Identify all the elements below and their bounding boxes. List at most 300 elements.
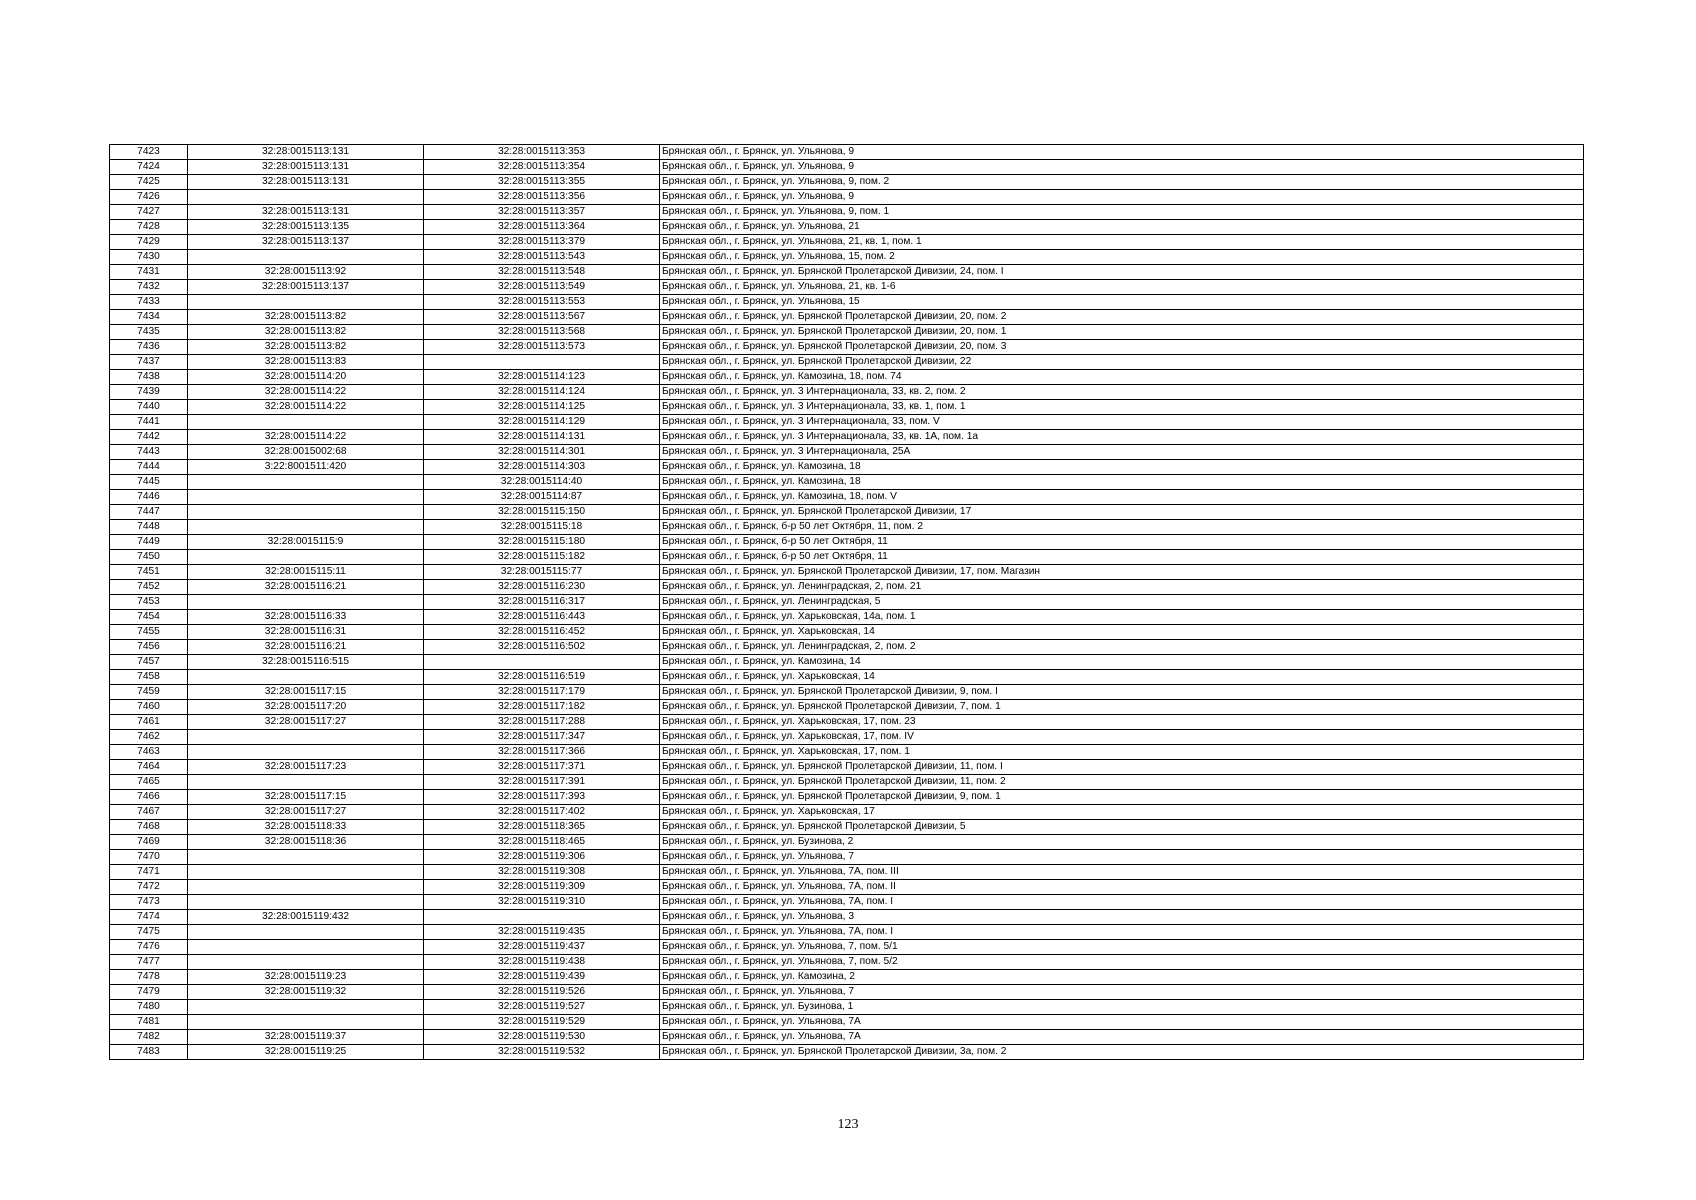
address-cell: Брянская обл., г. Брянск, ул. Ульянова, 3 <box>660 910 1584 925</box>
cadastral-number-cell: 32:28:0015118:465 <box>424 835 660 850</box>
parent-cadastral-number-cell <box>188 730 424 745</box>
cadastral-number-cell: 32:28:0015117:393 <box>424 790 660 805</box>
address-cell: Брянская обл., г. Брянск, ул. Брянской Пролетарской Дивизии, 20, пом. 1 <box>660 325 1584 340</box>
row-number-cell: 7434 <box>110 310 188 325</box>
cadastral-number-cell: 32:28:0015114:87 <box>424 490 660 505</box>
parent-cadastral-number-cell <box>188 745 424 760</box>
cadastral-number-cell: 32:28:0015113:379 <box>424 235 660 250</box>
table-row <box>110 430 1584 445</box>
address-cell: Брянская обл., г. Брянск, ул. Ленинградская, 5 <box>660 595 1584 610</box>
address-cell: Брянская обл., г. Брянск, ул. Харьковская, 14а, пом. 1 <box>660 610 1584 625</box>
address-cell: Брянская обл., г. Брянск, ул. Брянской Пролетарской Дивизии, 20, пом. 2 <box>660 310 1584 325</box>
address-cell: Брянская обл., г. Брянск, ул. Ульянова, 7А, пом. I <box>660 925 1584 940</box>
parent-cadastral-number-cell: 32:28:0015113:82 <box>188 310 424 325</box>
address-cell: Брянская обл., г. Брянск, ул. Брянской Пролетарской Дивизии, 9, пом. I <box>660 685 1584 700</box>
row-number-cell: 7469 <box>110 835 188 850</box>
address-cell: Брянская обл., г. Брянск, ул. Ульянова, 9 <box>660 145 1584 160</box>
row-number-cell: 7450 <box>110 550 188 565</box>
table-row <box>110 265 1584 280</box>
table-row <box>110 475 1584 490</box>
row-number-cell: 7476 <box>110 940 188 955</box>
row-number-cell: 7458 <box>110 670 188 685</box>
address-cell: Брянская обл., г. Брянск, б-р 50 лет Октября, 11 <box>660 550 1584 565</box>
address-cell: Брянская обл., г. Брянск, ул. Ульянова, 9 <box>660 160 1584 175</box>
table-row <box>110 520 1584 535</box>
cadastral-number-cell: 32:28:0015113:364 <box>424 220 660 235</box>
row-number-cell: 7432 <box>110 280 188 295</box>
table-row <box>110 400 1584 415</box>
cadastral-number-cell: 32:28:0015119:532 <box>424 1045 660 1060</box>
parent-cadastral-number-cell: 32:28:0015117:15 <box>188 790 424 805</box>
cadastral-number-cell: 32:28:0015116:317 <box>424 595 660 610</box>
parent-cadastral-number-cell: 32:28:0015119:37 <box>188 1030 424 1045</box>
table-row <box>110 565 1584 580</box>
address-cell: Брянская обл., г. Брянск, ул. Харьковская, 17, пом. IV <box>660 730 1584 745</box>
address-cell: Брянская обл., г. Брянск, ул. Харьковская, 14 <box>660 670 1584 685</box>
cadastral-number-cell: 32:28:0015113:553 <box>424 295 660 310</box>
table-row <box>110 775 1584 790</box>
address-cell: Брянская обл., г. Брянск, ул. Брянской Пролетарской Дивизии, 7, пом. 1 <box>660 700 1584 715</box>
cadastral-number-cell: 32:28:0015119:530 <box>424 1030 660 1045</box>
table-row <box>110 160 1584 175</box>
row-number-cell: 7471 <box>110 865 188 880</box>
cadastral-number-cell: 32:28:0015119:435 <box>424 925 660 940</box>
row-number-cell: 7428 <box>110 220 188 235</box>
table-row <box>110 310 1584 325</box>
parent-cadastral-number-cell: 32:28:0015114:20 <box>188 370 424 385</box>
row-number-cell: 7454 <box>110 610 188 625</box>
address-cell: Брянская обл., г. Брянск, ул. 3 Интернационала, 33, кв. 1А, пом. 1а <box>660 430 1584 445</box>
cadastral-number-cell: 32:28:0015117:402 <box>424 805 660 820</box>
parent-cadastral-number-cell: 32:28:0015116:515 <box>188 655 424 670</box>
address-cell: Брянская обл., г. Брянск, ул. Бузинова, 2 <box>660 835 1584 850</box>
cadastral-number-cell: 32:28:0015113:356 <box>424 190 660 205</box>
table-row <box>110 220 1584 235</box>
parent-cadastral-number-cell: 32:28:0015113:83 <box>188 355 424 370</box>
parent-cadastral-number-cell: 32:28:0015117:20 <box>188 700 424 715</box>
table-row <box>110 745 1584 760</box>
parent-cadastral-number-cell <box>188 490 424 505</box>
table-row <box>110 280 1584 295</box>
parent-cadastral-number-cell <box>188 190 424 205</box>
cadastral-number-cell: 32:28:0015114:124 <box>424 385 660 400</box>
cadastral-number-cell: 32:28:0015115:180 <box>424 535 660 550</box>
parent-cadastral-number-cell: 32:28:0015113:137 <box>188 235 424 250</box>
row-number-cell: 7461 <box>110 715 188 730</box>
parent-cadastral-number-cell: 32:28:0015113:92 <box>188 265 424 280</box>
table-row <box>110 145 1584 160</box>
table-row <box>110 1030 1584 1045</box>
cadastral-number-cell: 32:28:0015119:306 <box>424 850 660 865</box>
address-cell: Брянская обл., г. Брянск, б-р 50 лет Октября, 11, пом. 2 <box>660 520 1584 535</box>
page-number: 123 <box>837 1117 859 1132</box>
parent-cadastral-number-cell <box>188 895 424 910</box>
parent-cadastral-number-cell: 32:28:0015002:68 <box>188 445 424 460</box>
table-row <box>110 550 1584 565</box>
cadastral-number-cell: 32:28:0015119:438 <box>424 955 660 970</box>
parent-cadastral-number-cell: 32:28:0015113:131 <box>188 205 424 220</box>
row-number-cell: 7468 <box>110 820 188 835</box>
row-number-cell: 7436 <box>110 340 188 355</box>
cadastral-number-cell: 32:28:0015113:568 <box>424 325 660 340</box>
row-number-cell: 7433 <box>110 295 188 310</box>
cadastral-number-cell: 32:28:0015113:355 <box>424 175 660 190</box>
address-cell: Брянская обл., г. Брянск, ул. Брянской Пролетарской Дивизии, 22 <box>660 355 1584 370</box>
table-row <box>110 895 1584 910</box>
address-cell: Брянская обл., г. Брянск, ул. Харьковская, 17 <box>660 805 1584 820</box>
cadastral-number-cell: 32:28:0015113:548 <box>424 265 660 280</box>
table-row <box>110 610 1584 625</box>
registry-table-body <box>110 145 1584 1060</box>
table-row <box>110 340 1584 355</box>
parent-cadastral-number-cell: 32:28:0015117:23 <box>188 760 424 775</box>
table-row <box>110 790 1584 805</box>
cadastral-number-cell: 32:28:0015116:443 <box>424 610 660 625</box>
row-number-cell: 7482 <box>110 1030 188 1045</box>
row-number-cell: 7470 <box>110 850 188 865</box>
parent-cadastral-number-cell <box>188 865 424 880</box>
table-row <box>110 535 1584 550</box>
address-cell: Брянская обл., г. Брянск, ул. Брянской Пролетарской Дивизии, 17, пом. Магазин <box>660 565 1584 580</box>
parent-cadastral-number-cell <box>188 1000 424 1015</box>
cadastral-number-cell: 32:28:0015114:301 <box>424 445 660 460</box>
cadastral-number-cell: 32:28:0015114:129 <box>424 415 660 430</box>
row-number-cell: 7463 <box>110 745 188 760</box>
cadastral-number-cell: 32:28:0015119:526 <box>424 985 660 1000</box>
address-cell: Брянская обл., г. Брянск, ул. Ульянова, 21, кв. 1, пом. 1 <box>660 235 1584 250</box>
table-row <box>110 460 1584 475</box>
parent-cadastral-number-cell <box>188 1015 424 1030</box>
cadastral-number-cell: 32:28:0015119:437 <box>424 940 660 955</box>
address-cell: Брянская обл., г. Брянск, ул. Ульянова, 9, пом. 1 <box>660 205 1584 220</box>
address-cell: Брянская обл., г. Брянск, ул. Харьковская, 17, пом. 23 <box>660 715 1584 730</box>
table-row <box>110 190 1584 205</box>
cadastral-number-cell <box>424 910 660 925</box>
table-row <box>110 865 1584 880</box>
parent-cadastral-number-cell: 32:28:0015113:137 <box>188 280 424 295</box>
table-row <box>110 760 1584 775</box>
row-number-cell: 7431 <box>110 265 188 280</box>
parent-cadastral-number-cell <box>188 520 424 535</box>
parent-cadastral-number-cell <box>188 880 424 895</box>
table-row <box>110 850 1584 865</box>
cadastral-number-cell: 32:28:0015114:303 <box>424 460 660 475</box>
address-cell: Брянская обл., г. Брянск, ул. Брянской Пролетарской Дивизии, 17 <box>660 505 1584 520</box>
parent-cadastral-number-cell: 32:28:0015115:11 <box>188 565 424 580</box>
parent-cadastral-number-cell <box>188 940 424 955</box>
row-number-cell: 7475 <box>110 925 188 940</box>
address-cell: Брянская обл., г. Брянск, ул. Харьковская, 17, пом. 1 <box>660 745 1584 760</box>
table-row <box>110 490 1584 505</box>
cadastral-number-cell <box>424 355 660 370</box>
row-number-cell: 7441 <box>110 415 188 430</box>
address-cell: Брянская обл., г. Брянск, ул. Брянской Пролетарской Дивизии, 9, пом. 1 <box>660 790 1584 805</box>
row-number-cell: 7438 <box>110 370 188 385</box>
row-number-cell: 7423 <box>110 145 188 160</box>
address-cell: Брянская обл., г. Брянск, ул. Ленинградская, 2, пом. 2 <box>660 640 1584 655</box>
table-row <box>110 385 1584 400</box>
row-number-cell: 7429 <box>110 235 188 250</box>
parent-cadastral-number-cell: 32:28:0015113:82 <box>188 325 424 340</box>
cadastral-number-cell: 32:28:0015119:527 <box>424 1000 660 1015</box>
table-row <box>110 955 1584 970</box>
parent-cadastral-number-cell: 32:28:0015117:27 <box>188 715 424 730</box>
parent-cadastral-number-cell <box>188 670 424 685</box>
address-cell: Брянская обл., г. Брянск, ул. Ульянова, 15 <box>660 295 1584 310</box>
table-row <box>110 715 1584 730</box>
address-cell: Брянская обл., г. Брянск, ул. 3 Интернационала, 25А <box>660 445 1584 460</box>
parent-cadastral-number-cell <box>188 415 424 430</box>
cadastral-number-cell: 32:28:0015117:347 <box>424 730 660 745</box>
table-row <box>110 730 1584 745</box>
parent-cadastral-number-cell: 32:28:0015113:131 <box>188 160 424 175</box>
row-number-cell: 7467 <box>110 805 188 820</box>
cadastral-number-cell: 32:28:0015117:288 <box>424 715 660 730</box>
address-cell: Брянская обл., г. Брянск, ул. Брянской Пролетарской Дивизии, 5 <box>660 820 1584 835</box>
parent-cadastral-number-cell <box>188 850 424 865</box>
parent-cadastral-number-cell: 32:28:0015115:9 <box>188 535 424 550</box>
cadastral-number-cell: 32:28:0015113:543 <box>424 250 660 265</box>
parent-cadastral-number-cell: 32:28:0015113:131 <box>188 175 424 190</box>
cadastral-number-cell: 32:28:0015118:365 <box>424 820 660 835</box>
table-row <box>110 655 1584 670</box>
address-cell: Брянская обл., г. Брянск, ул. 3 Интернационала, 33, пом. V <box>660 415 1584 430</box>
row-number-cell: 7462 <box>110 730 188 745</box>
cadastral-number-cell: 32:28:0015116:519 <box>424 670 660 685</box>
row-number-cell: 7465 <box>110 775 188 790</box>
cadastral-number-cell: 32:28:0015119:308 <box>424 865 660 880</box>
address-cell: Брянская обл., г. Брянск, ул. Ульянова, 7 <box>660 985 1584 1000</box>
parent-cadastral-number-cell: 32:28:0015116:33 <box>188 610 424 625</box>
row-number-cell: 7425 <box>110 175 188 190</box>
row-number-cell: 7446 <box>110 490 188 505</box>
parent-cadastral-number-cell: 32:28:0015119:23 <box>188 970 424 985</box>
row-number-cell: 7442 <box>110 430 188 445</box>
cadastral-number-cell: 32:28:0015115:77 <box>424 565 660 580</box>
table-row <box>110 925 1584 940</box>
table-row <box>110 295 1584 310</box>
parent-cadastral-number-cell <box>188 925 424 940</box>
parent-cadastral-number-cell <box>188 775 424 790</box>
address-cell: Брянская обл., г. Брянск, ул. Камозина, 2 <box>660 970 1584 985</box>
address-cell: Брянская обл., г. Брянск, б-р 50 лет Октября, 11 <box>660 535 1584 550</box>
parent-cadastral-number-cell: 32:28:0015119:432 <box>188 910 424 925</box>
parent-cadastral-number-cell <box>188 550 424 565</box>
parent-cadastral-number-cell: 32:28:0015114:22 <box>188 400 424 415</box>
address-cell: Брянская обл., г. Брянск, ул. Ульянова, 15, пом. 2 <box>660 250 1584 265</box>
table-row <box>110 175 1584 190</box>
row-number-cell: 7449 <box>110 535 188 550</box>
parent-cadastral-number-cell <box>188 505 424 520</box>
parent-cadastral-number-cell <box>188 955 424 970</box>
cadastral-number-cell: 32:28:0015113:549 <box>424 280 660 295</box>
cadastral-number-cell: 32:28:0015117:182 <box>424 700 660 715</box>
parent-cadastral-number-cell: 32:28:0015114:22 <box>188 385 424 400</box>
row-number-cell: 7444 <box>110 460 188 475</box>
cadastral-number-cell: 32:28:0015116:230 <box>424 580 660 595</box>
table-row <box>110 940 1584 955</box>
table-row <box>110 445 1584 460</box>
registry-table-container <box>109 144 1583 1060</box>
table-row <box>110 325 1584 340</box>
row-number-cell: 7455 <box>110 625 188 640</box>
row-number-cell: 7430 <box>110 250 188 265</box>
address-cell: Брянская обл., г. Брянск, ул. 3 Интернационала, 33, кв. 1, пом. 1 <box>660 400 1584 415</box>
cadastral-number-cell: 32:28:0015119:310 <box>424 895 660 910</box>
row-number-cell: 7445 <box>110 475 188 490</box>
address-cell: Брянская обл., г. Брянск, ул. Ульянова, 9 <box>660 190 1584 205</box>
row-number-cell: 7426 <box>110 190 188 205</box>
cadastral-number-cell: 32:28:0015113:573 <box>424 340 660 355</box>
table-row <box>110 625 1584 640</box>
table-row <box>110 910 1584 925</box>
cadastral-number-cell: 32:28:0015116:452 <box>424 625 660 640</box>
cadastral-number-cell: 32:28:0015113:357 <box>424 205 660 220</box>
address-cell: Брянская обл., г. Брянск, ул. Камозина, 18, пом. 74 <box>660 370 1584 385</box>
cadastral-number-cell: 32:28:0015113:354 <box>424 160 660 175</box>
table-row <box>110 580 1584 595</box>
row-number-cell: 7480 <box>110 1000 188 1015</box>
row-number-cell: 7459 <box>110 685 188 700</box>
cadastral-number-cell: 32:28:0015114:123 <box>424 370 660 385</box>
cadastral-number-cell: 32:28:0015119:309 <box>424 880 660 895</box>
row-number-cell: 7483 <box>110 1045 188 1060</box>
parent-cadastral-number-cell <box>188 595 424 610</box>
address-cell: Брянская обл., г. Брянск, ул. Камозина, 14 <box>660 655 1584 670</box>
parent-cadastral-number-cell: 32:28:0015119:32 <box>188 985 424 1000</box>
address-cell: Брянская обл., г. Брянск, ул. Бузинова, 1 <box>660 1000 1584 1015</box>
address-cell: Брянская обл., г. Брянск, ул. Ульянова, 7А <box>660 1015 1584 1030</box>
row-number-cell: 7456 <box>110 640 188 655</box>
cadastral-number-cell: 32:28:0015116:502 <box>424 640 660 655</box>
parent-cadastral-number-cell: 32:28:0015113:135 <box>188 220 424 235</box>
table-row <box>110 640 1584 655</box>
table-row <box>110 670 1584 685</box>
address-cell: Брянская обл., г. Брянск, ул. Камозина, 18, пом. V <box>660 490 1584 505</box>
cadastral-number-cell: 32:28:0015117:391 <box>424 775 660 790</box>
address-cell: Брянская обл., г. Брянск, ул. Брянской Пролетарской Дивизии, 3а, пом. 2 <box>660 1045 1584 1060</box>
address-cell: Брянская обл., г. Брянск, ул. Ульянова, 21, кв. 1-6 <box>660 280 1584 295</box>
cadastral-number-cell: 32:28:0015114:125 <box>424 400 660 415</box>
table-row <box>110 235 1584 250</box>
table-row <box>110 970 1584 985</box>
parent-cadastral-number-cell: 32:28:0015113:131 <box>188 145 424 160</box>
table-row <box>110 700 1584 715</box>
cadastral-number-cell: 32:28:0015117:179 <box>424 685 660 700</box>
row-number-cell: 7443 <box>110 445 188 460</box>
row-number-cell: 7477 <box>110 955 188 970</box>
parent-cadastral-number-cell: 32:28:0015117:27 <box>188 805 424 820</box>
table-row <box>110 205 1584 220</box>
cadastral-number-cell: 32:28:0015115:182 <box>424 550 660 565</box>
address-cell: Брянская обл., г. Брянск, ул. Харьковская, 14 <box>660 625 1584 640</box>
row-number-cell: 7472 <box>110 880 188 895</box>
row-number-cell: 7448 <box>110 520 188 535</box>
parent-cadastral-number-cell <box>188 250 424 265</box>
parent-cadastral-number-cell: 3:22:8001511:420 <box>188 460 424 475</box>
table-row <box>110 370 1584 385</box>
parent-cadastral-number-cell: 32:28:0015119:25 <box>188 1045 424 1060</box>
cadastral-number-cell: 32:28:0015115:18 <box>424 520 660 535</box>
row-number-cell: 7437 <box>110 355 188 370</box>
table-row <box>110 595 1584 610</box>
table-row <box>110 415 1584 430</box>
address-cell: Брянская обл., г. Брянск, ул. Брянской Пролетарской Дивизии, 11, пом. I <box>660 760 1584 775</box>
cadastral-number-cell: 32:28:0015114:40 <box>424 475 660 490</box>
cadastral-number-cell: 32:28:0015117:366 <box>424 745 660 760</box>
parent-cadastral-number-cell: 32:28:0015116:21 <box>188 640 424 655</box>
address-cell: Брянская обл., г. Брянск, ул. Ульянова, 7, пом. 5/1 <box>660 940 1584 955</box>
cadastral-number-cell: 32:28:0015117:371 <box>424 760 660 775</box>
table-row <box>110 1000 1584 1015</box>
table-row <box>110 805 1584 820</box>
cadastral-number-cell: 32:28:0015115:150 <box>424 505 660 520</box>
address-cell: Брянская обл., г. Брянск, ул. Брянской Пролетарской Дивизии, 24, пом. I <box>660 265 1584 280</box>
address-cell: Брянская обл., г. Брянск, ул. Ульянова, 9, пом. 2 <box>660 175 1584 190</box>
table-row <box>110 505 1584 520</box>
row-number-cell: 7481 <box>110 1015 188 1030</box>
parent-cadastral-number-cell: 32:28:0015118:36 <box>188 835 424 850</box>
row-number-cell: 7460 <box>110 700 188 715</box>
cadastral-number-cell: 32:28:0015113:567 <box>424 310 660 325</box>
cadastral-number-cell <box>424 655 660 670</box>
table-row <box>110 985 1584 1000</box>
cadastral-number-cell: 32:28:0015113:353 <box>424 145 660 160</box>
row-number-cell: 7427 <box>110 205 188 220</box>
table-row <box>110 1015 1584 1030</box>
cadastral-number-cell: 32:28:0015119:439 <box>424 970 660 985</box>
parent-cadastral-number-cell: 32:28:0015118:33 <box>188 820 424 835</box>
row-number-cell: 7466 <box>110 790 188 805</box>
cadastral-number-cell: 32:28:0015119:529 <box>424 1015 660 1030</box>
row-number-cell: 7478 <box>110 970 188 985</box>
table-row <box>110 685 1584 700</box>
parent-cadastral-number-cell: 32:28:0015113:82 <box>188 340 424 355</box>
parent-cadastral-number-cell: 32:28:0015114:22 <box>188 430 424 445</box>
parent-cadastral-number-cell: 32:28:0015116:21 <box>188 580 424 595</box>
row-number-cell: 7457 <box>110 655 188 670</box>
address-cell: Брянская обл., г. Брянск, ул. Ульянова, 7 <box>660 850 1584 865</box>
table-row <box>110 355 1584 370</box>
table-row <box>110 835 1584 850</box>
address-cell: Брянская обл., г. Брянск, ул. Брянской Пролетарской Дивизии, 20, пом. 3 <box>660 340 1584 355</box>
row-number-cell: 7440 <box>110 400 188 415</box>
address-cell: Брянская обл., г. Брянск, ул. Ульянова, 7А <box>660 1030 1584 1045</box>
row-number-cell: 7424 <box>110 160 188 175</box>
row-number-cell: 7451 <box>110 565 188 580</box>
row-number-cell: 7479 <box>110 985 188 1000</box>
table-row <box>110 1045 1584 1060</box>
row-number-cell: 7474 <box>110 910 188 925</box>
row-number-cell: 7464 <box>110 760 188 775</box>
address-cell: Брянская обл., г. Брянск, ул. Ульянова, 7А, пом. II <box>660 880 1584 895</box>
address-cell: Брянская обл., г. Брянск, ул. Ульянова, 7А, пом. III <box>660 865 1584 880</box>
table-row <box>110 250 1584 265</box>
parent-cadastral-number-cell <box>188 295 424 310</box>
address-cell: Брянская обл., г. Брянск, ул. Камозина, 18 <box>660 460 1584 475</box>
address-cell: Брянская обл., г. Брянск, ул. Ульянова, 7А, пом. I <box>660 895 1584 910</box>
row-number-cell: 7435 <box>110 325 188 340</box>
parent-cadastral-number-cell <box>188 475 424 490</box>
table-row <box>110 820 1584 835</box>
registry-table <box>109 144 1584 1060</box>
parent-cadastral-number-cell: 32:28:0015117:15 <box>188 685 424 700</box>
address-cell: Брянская обл., г. Брянск, ул. 3 Интернационала, 33, кв. 2, пом. 2 <box>660 385 1584 400</box>
row-number-cell: 7453 <box>110 595 188 610</box>
row-number-cell: 7439 <box>110 385 188 400</box>
table-row <box>110 880 1584 895</box>
address-cell: Брянская обл., г. Брянск, ул. Камозина, 18 <box>660 475 1584 490</box>
